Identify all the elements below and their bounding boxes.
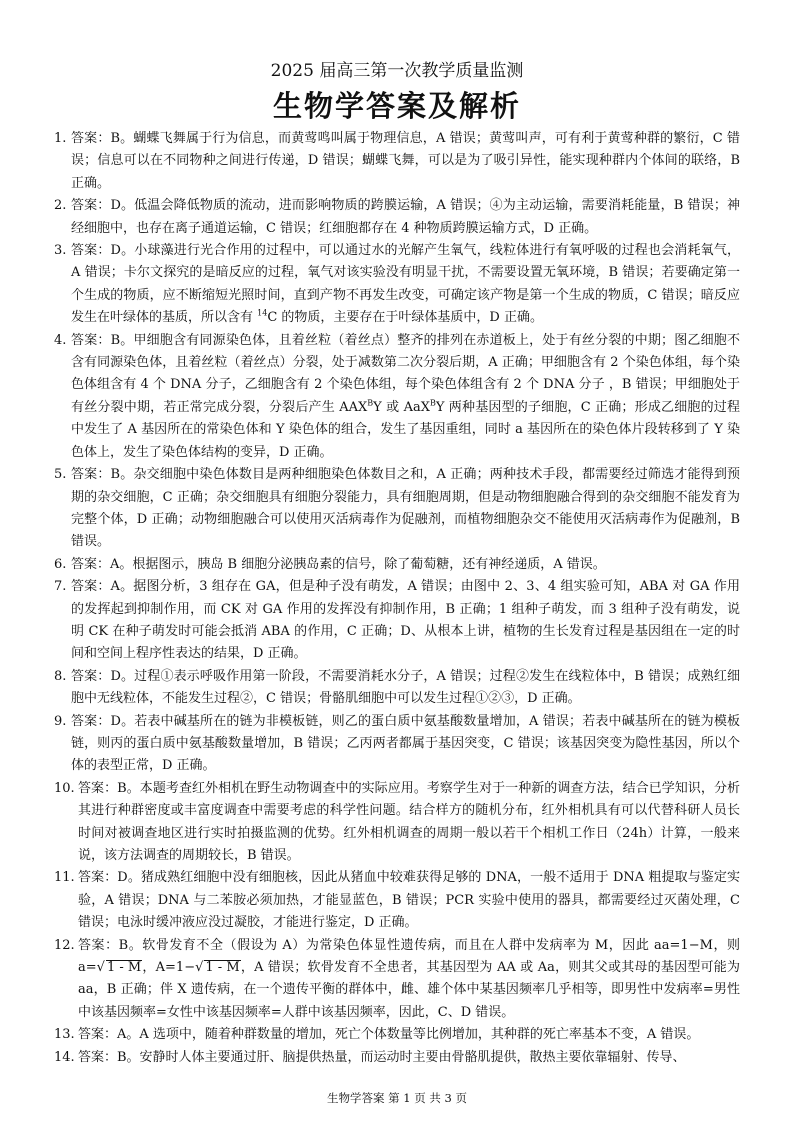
answer-text: 答案：B。杂交细胞中染色体数目是两种细胞染色体数目之和，A 正确；两种技术手段，都需要经过筛选才能得到预期的杂交细胞，C 正确；杂交细胞具有细胞分裂能力，具有细胞周期，但是动物细胞融合得到的杂交细胞不能发育为完整个体，D 正确；动物细胞融合可以使用灭活病毒作为促融剂，而植物细胞杂交不能使用灭活病毒作为促融剂，B 错误。 — [71, 467, 740, 550]
answer-text: 答案：D。猪成熟红细胞中没有细胞核，因此从猪血中较难获得足够的 DNA，一般不适用于 DNA 粗提取与鉴定实验，A 错误；DNA 与二苯胺必须加热，才能显蓝色，B 错误；PCR 实验中使用的器具，都需要经过灭菌处理，C 错误；电泳时缓冲液应没过凝胶，才能进行鉴定，D 正确。 — [78, 870, 740, 931]
answer-number: 10. — [54, 780, 75, 796]
answer-item-5 — [54, 464, 740, 554]
answer-item-2 — [54, 195, 740, 240]
answer-text: 答案：D。小球藻进行光合作用的过程中，可以通过水的光解产生氧气，线粒体进行有氧呼吸的过程也会消耗氧气，A 错误；卡尔文探究的是暗反应的过程，氧气对该实验没有明显干扰，不需要设置无氧环境，B 错误；若要确定第一个生成的物质，应不断缩短光照时间，直到产物不再发生改变，可确定该产物是第一个生成的物质，C 错误；暗反应发生在叶绿体的基质，所以含有 — [71, 243, 740, 326]
superscript: 14 — [257, 308, 268, 318]
answer-number: 12. — [54, 937, 75, 953]
superscript: B — [430, 398, 436, 408]
answer-number: 3. — [54, 243, 67, 259]
answer-text: ，A 错误；软骨发育不全患者，其基因型为 AA 或 Aa，则其父或其母的基因型可能为 aa，B 正确；伴 X 遗传病，在一个遗传平衡的群体中，雌、雄个体中某基因频率几乎相等，即男性中发病率=男性中该基因频率=女性中该基因频率=人群中该基因频率，因此，C、D 错误。 — [78, 960, 740, 1020]
answer-text: 答案：B。甲细胞含有同源染色体，且着丝粒（着丝点）整齐的排列在赤道板上，处于有丝分裂的中期；图乙细胞不含有同源染色体，且着丝粒（着丝点）分裂，处于减数第二次分裂后期，A 正确；甲细胞含有 2 个染色体组，每个染色体组含有 4 个 DNA 分子，乙细胞含有 2 个染色体组，每个染色体组含有 2 个 DNA 分子 ，B 错误；甲细胞处于有丝分裂中期，若正常完成分裂，分裂后产生 AAX — [71, 332, 740, 415]
answer-number: 14. — [54, 1049, 75, 1065]
answer-text: 答案：A。A 选项中，随着种群数量的增加，死亡个体数量等比例增加，其种群的死亡率基本不变，A 错误。 — [78, 1027, 700, 1043]
answer-number: 13. — [54, 1027, 75, 1043]
answer-number: 5. — [54, 467, 67, 483]
answer-item-11 — [54, 867, 740, 934]
page-footer: 生物学答案 第 1 页 共 3 页 — [326, 1091, 468, 1105]
page-title: 生物学答案及解析 — [272, 89, 521, 123]
answer-number: 4. — [54, 332, 67, 348]
answer-item-9 — [54, 711, 740, 778]
answer-number: 6. — [54, 556, 67, 572]
answer-text: 答案：B。安静时人体主要通过肝、脑提供热量，而运动时主要由骨骼肌提供，散热主要依靠辐射、传导、 — [78, 1049, 686, 1065]
square-root-symbol: √ — [96, 960, 105, 976]
answer-text: C 的物质，主要存在于叶绿体基质中，D 正确。 — [267, 310, 543, 326]
answer-text: ，A=1− — [142, 960, 196, 976]
answer-text: 答案：D。低温会降低物质的流动，进而影响物质的跨膜运输，A 错误；④为主动运输，需要消耗能量，B 错误；神经细胞中，也存在离子通道运输，C 错误；红细胞都存在 4 种物质跨膜运输方式，D 正确。 — [71, 198, 740, 236]
answer-number: 11. — [54, 870, 75, 886]
answer-item-13 — [54, 1024, 740, 1046]
answer-item-4 — [54, 330, 740, 464]
answer-item-10 — [54, 778, 740, 868]
answer-item-6 — [54, 554, 740, 576]
answer-number: 8. — [54, 668, 67, 684]
radicand: 1 - M — [205, 960, 240, 976]
answer-item-1 — [54, 128, 740, 195]
answer-text: 答案：A。据图分析，3 组存在 GA，但是种子没有萌发，A 错误；由图中 2、3、4 组实验可知，ABA 对 GA 作用的发挥起到抑制作用，而 CK 对 GA 作用的发挥没有抑制作用，B 正确；1 组种子萌发，而 3 组种子没有萌发，说明 CK 在种子萌发时可能会抵消 ABA 的作用，C 正确；D、从根本上讲，植物的生长发育过程是基因组在一定的时间和空间上程序性表达的结果，D 正确。 — [71, 579, 740, 662]
answer-text: Y 或 AaX — [373, 399, 430, 415]
answer-item-14 — [54, 1047, 740, 1069]
exam-subtitle: 2025 届高三第一次教学质量监测 — [270, 61, 524, 81]
answer-number: 7. — [54, 579, 67, 595]
answer-number: 1. — [54, 131, 67, 146]
answer-list — [54, 128, 740, 1069]
answer-text: 答案：B。蝴蝶飞舞属于行为信息，而黄莺鸣叫属于物理信息，A 错误；黄莺叫声，可有利于黄莺种群的繁衍，C 错误；信息可以在不同物种之间进行传递，D 错误；蝴蝶飞舞，可以是为了吸引异性，能实现种群内个体间的联络，B 正确。 — [71, 131, 740, 191]
answer-number: 2. — [54, 198, 67, 214]
answer-text: 答案：A。根据图示，胰岛 B 细胞分泌胰岛素的信号，除了葡萄糖，还有神经递质，A 错误。 — [71, 556, 606, 572]
answer-item-7 — [54, 576, 740, 666]
superscript: B — [367, 398, 374, 408]
answer-text: 答案：D。若表中碱基所在的链为非模板链，则乙的蛋白质中氨基酸数量增加，A 错误；若表中碱基所在的链为模板链，则丙的蛋白质中氨基酸数量增加，B 错误；乙丙两者都属于基因突变，C 错误；该基因突变为隐性基因，所以个体的表型正常，D 正确。 — [71, 713, 740, 774]
answer-text: 答案：B。软骨发育不全（假设为 A）为常染色体显性遗传病，而且在人群中发病率为 M，因此 aa=1−M，则 a= — [78, 937, 740, 976]
answer-text: 答案：B。本题考查红外相机在野生动物调查中的实际应用。考察学生对于一种新的调查方法，结合已学知识，分析其进行种群密度或丰富度调查中需要考虑的科学性问题。结合样方的随机分布，红外相机具有可以代替科研人员长时间对被调查地区进行实时拍摄监测的优势。红外相机调查的周期一般以若干个相机工作日（24h）计算，一般来说，该方法调查的周期较长，B 错误。 — [78, 780, 740, 863]
answer-item-3 — [54, 240, 740, 330]
answer-text: 答案：D。过程①表示呼吸作用第一阶段，不需要消耗水分子，A 错误；过程②发生在线粒体中，B 错误；成熟红细胞中无线粒体，不能发生过程②，C 错误；骨骼肌细胞中可以发生过程①②③，D 正确。 — [71, 668, 740, 707]
square-root-symbol: √ — [195, 960, 204, 976]
answer-number: 9. — [54, 713, 67, 729]
answer-item-8 — [54, 666, 740, 711]
answer-item-12 — [54, 935, 740, 1025]
answer-text: Y 两种基因型的子细胞，C 正确；形成乙细胞的过程中发生了 A 基因所在的常染色体和 Y 染色体的组合，发生了基因重组，同时 a 基因所在的染色体片段转移到了 Y 染色体上，发生了染色体结构的变异，D 正确。 — [71, 399, 740, 460]
radicand: 1 - M — [106, 960, 142, 976]
